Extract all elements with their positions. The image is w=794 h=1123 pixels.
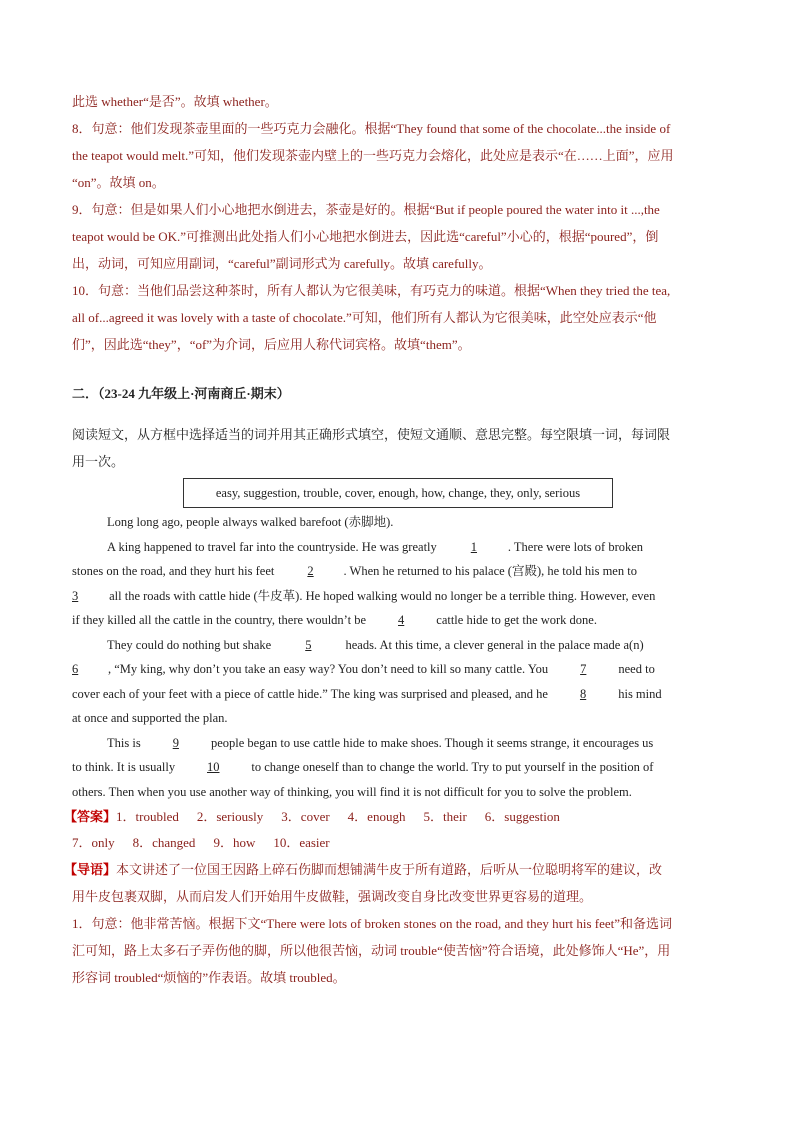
passage-text: need to (615, 662, 655, 676)
blank-1: 1 (470, 539, 478, 554)
passage-line (72, 584, 724, 609)
answer-row (64, 804, 724, 830)
answer-row (72, 830, 724, 856)
passage-text: to think. It is usually (72, 760, 179, 774)
guide-line (64, 856, 724, 883)
blank-3: 3 (72, 588, 79, 603)
passage-line (72, 510, 724, 535)
passage-line (72, 559, 724, 584)
instruction-line: 用一次。 (72, 454, 125, 469)
explanation-line: 汇可知，路上太多石子弄伤他的脚，所以他很苦恼，动词 trouble“使苦恼”符合语境，此处修饰人“He”，用 (72, 943, 671, 958)
explanation-line: 出，动词，可知应用副词，“careful”副词形式为 carefully。故填 carefully。 (72, 256, 492, 271)
passage-text: , “My king, why don’t you take an easy way? You don’t need to kill so many cattle. You (108, 662, 552, 676)
section-heading (72, 380, 724, 407)
answer-item: 3．cover (281, 809, 330, 824)
passage-text: to change oneself than to change the world. Try to put yourself in the position of (248, 760, 654, 774)
explanation-line: 10．句意：当他们品尝这种茶时，所有人都认为它很美味，有巧克力的味道。根据“When they tried the tea, (72, 283, 671, 298)
passage-line (72, 755, 724, 780)
passage-line (72, 780, 724, 805)
instructions (72, 421, 724, 475)
guide-block (64, 856, 724, 910)
answer-item: 9．how (213, 835, 256, 850)
answer-item: 10．easier (273, 835, 330, 850)
guide-line: 用牛皮包裹双脚，从而启发人们开始用牛皮做鞋，强调改变自身比改变世界更容易的道理。 (72, 889, 593, 904)
explanation-line: 们”，因此选“they”，“of”为介词，后应用人称代词宾格。故填“them”。 (72, 337, 471, 352)
answer-item: 5．their (423, 809, 467, 824)
section-number: 二． (72, 386, 99, 401)
answer-item: 7．only (72, 835, 115, 850)
passage-text: cover each of your feet with a piece of cattle hide.” The king was surprised and pleased, and he (72, 686, 552, 701)
passage-line (72, 608, 724, 633)
passage-text: . There were lots of broken (507, 539, 644, 554)
passage-text: They could do nothing but shake (107, 637, 275, 652)
passage-line (72, 535, 724, 560)
explanation-block (72, 910, 724, 991)
blank-8: 8 (579, 686, 587, 701)
passage-text: others. Then when you use another way of thinking, you will find it is not difficult for you to solve the problem. (72, 784, 632, 799)
answer-item: 8．changed (132, 835, 196, 850)
explanation-line: teapot would be OK.”可推测出此处指人们小心地把水倒进去，因此选“careful”小心的，根据“poured”，倒 (72, 229, 659, 244)
instruction-line: 阅读短文，从方框中选择适当的词并用其正确形式填空，使短文通顺、意思完整。每空限填一词，每词限 (72, 427, 671, 442)
explanation-line: the teapot would melt.”可知，他们发现茶壶内壁上的一些巧克力会熔化，此处应是表示“在……上面”，应用 (72, 148, 674, 163)
passage-text: people began to use cattle hide to make shoes. Though it seems strange, it encourages us (207, 735, 654, 750)
passage-text: if they killed all the cattle in the country, there wouldn’t be (72, 613, 370, 627)
explanation-line: “on”。故填 on。 (72, 175, 165, 190)
explanation-line: 1．句意：他非常苦恼。根据下文“There were lots of broken stones on the road, and they hurt his feet”和备选词 (72, 916, 673, 931)
answer-item: 1．troubled (116, 809, 179, 824)
passage-text: A king happened to travel far into the countryside. He was greatly (107, 539, 440, 554)
passage-line (72, 682, 724, 707)
passage-line (72, 657, 724, 682)
passage-text: This is (107, 735, 144, 750)
passage-line (72, 706, 724, 731)
answer-item: 4．enough (347, 809, 406, 824)
passage-text: all the roads with cattle hide (牛皮革). He hoped walking would no longer be a terrible thing. However, even (106, 588, 656, 603)
document-page (64, 88, 724, 991)
answer-item: 2．seriously (196, 809, 264, 824)
passage-text: at once and supported the plan. (72, 711, 228, 725)
previous-explanations (72, 88, 724, 358)
explanation-line: all of...agreed it was lovely with a taste of chocolate.”可知，他们所有人都认为它很美味，此空处应表示“他 (72, 310, 657, 325)
passage-text: cattle hide to get the work done. (433, 613, 597, 627)
passage-text: . When he returned to his palace (宫殿), he told his men to (343, 564, 637, 578)
blank-2: 2 (307, 564, 314, 578)
passage-text: his mind (615, 686, 662, 701)
passage (72, 510, 724, 804)
passage-line (72, 633, 724, 658)
answer-block (64, 804, 724, 856)
section-source: （23-24 九年级上·河南商丘·期末） (98, 386, 290, 401)
blank-10: 10 (207, 760, 220, 774)
blank-9: 9 (172, 735, 179, 750)
passage-text: Long long ago, people always walked barefoot (赤脚地). (107, 515, 394, 529)
passage-line (72, 731, 724, 756)
explanation-line: 形容词 troubled“烦恼的”作表语。故填 troubled。 (72, 970, 346, 985)
blank-5: 5 (305, 637, 312, 652)
passage-text: stones on the road, and they hurt his feet (72, 564, 278, 578)
explanation-line: 此选 whether“是否”。故填 whether。 (72, 94, 278, 109)
passage-text: heads. At this time, a clever general in the palace made a(n) (342, 637, 644, 652)
answer-label: 【答案】 (64, 809, 117, 824)
blank-4: 4 (398, 613, 405, 627)
guide-text: 本文讲述了一位国王因路上碎石伤脚而想铺满牛皮于所有道路，后听从一位聪明将军的建议，改 (116, 862, 663, 877)
blank-6: 6 (72, 662, 79, 676)
word-box: easy, suggestion, trouble, cover, enough, how, change, they, only, serious (183, 478, 613, 508)
explanation-line: 8．句意：他们发现茶壶里面的一些巧克力会融化。根据“They found that some of the chocolate...the inside of (72, 121, 671, 136)
blank-7: 7 (580, 662, 587, 676)
answer-item: 6．suggestion (484, 809, 560, 824)
explanation-line: 9．句意：但是如果人们小心地把水倒进去，茶壶是好的。根据“But if people poured the water into it ...,the (72, 202, 660, 217)
guide-label: 【导语】 (64, 862, 117, 877)
